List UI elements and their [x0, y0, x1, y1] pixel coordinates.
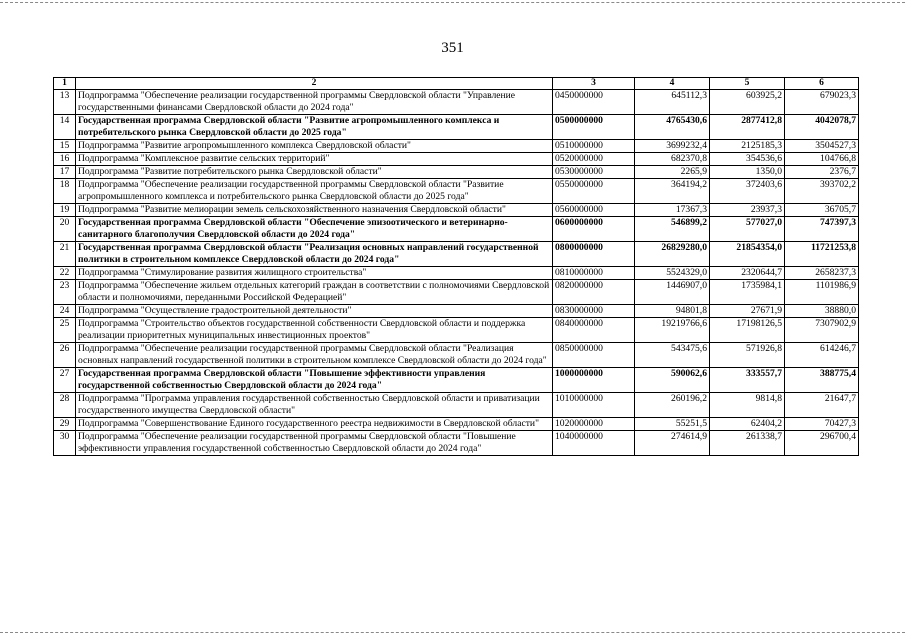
row-value-col4: 17367,3	[635, 204, 710, 217]
row-value-col5: 23937,3	[710, 204, 785, 217]
row-number: 21	[54, 242, 76, 267]
row-value-col6: 2376,7	[785, 166, 859, 179]
row-value-col6: 21647,7	[785, 393, 859, 418]
row-name: Подпрограмма "Развитие потребительского рынка Свердловской области"	[76, 166, 553, 179]
row-number: 19	[54, 204, 76, 217]
row-name: Государственная программа Свердловской области "Повышение эффективности управления государственной собственностью Свердловской области до 2024 года"	[76, 368, 553, 393]
header-cell: 3	[553, 78, 635, 90]
row-value-col4: 2265,9	[635, 166, 710, 179]
row-value-col6: 388775,4	[785, 368, 859, 393]
table-row	[54, 166, 859, 179]
row-number: 23	[54, 280, 76, 305]
header-cell: 1	[54, 78, 76, 90]
row-value-col5: 1350,0	[710, 166, 785, 179]
row-value-col4: 543475,6	[635, 343, 710, 368]
row-number: 17	[54, 166, 76, 179]
row-name: Подпрограмма "Развитие мелиорации земель сельскохозяйственного назначения Свердловской области"	[76, 204, 553, 217]
row-value-col5: 62404,2	[710, 418, 785, 431]
row-name: Подпрограмма "Осуществление градостроительной деятельности"	[76, 305, 553, 318]
row-value-col4: 4765430,6	[635, 115, 710, 140]
row-number: 25	[54, 318, 76, 343]
table-row	[54, 431, 859, 456]
row-value-col5: 261338,7	[710, 431, 785, 456]
row-value-col6: 11721253,8	[785, 242, 859, 267]
page-top-edge	[0, 2, 905, 3]
row-value-col6: 1101986,9	[785, 280, 859, 305]
row-value-col6: 36705,7	[785, 204, 859, 217]
row-value-col6: 679023,3	[785, 90, 859, 115]
row-number: 24	[54, 305, 76, 318]
row-value-col4: 682370,8	[635, 153, 710, 166]
row-code: 0850000000	[553, 343, 635, 368]
table-row	[54, 267, 859, 280]
row-code: 0820000000	[553, 280, 635, 305]
row-name: Подпрограмма "Программа управления государственной собственностью Свердловской области и приватизации государственного имущества Свердловской области"	[76, 393, 553, 418]
row-name: Подпрограмма "Совершенствование Единого государственного реестра недвижимости в Свердловской области"	[76, 418, 553, 431]
row-name: Подпрограмма "Стимулирование развития жилищного строительства"	[76, 267, 553, 280]
page-bottom-edge	[0, 632, 905, 633]
row-code: 0530000000	[553, 166, 635, 179]
row-value-col5: 333557,7	[710, 368, 785, 393]
row-number: 13	[54, 90, 76, 115]
row-value-col4: 3699232,4	[635, 140, 710, 153]
row-code: 0520000000	[553, 153, 635, 166]
table-row	[54, 153, 859, 166]
row-code: 0450000000	[553, 90, 635, 115]
row-value-col4: 364194,2	[635, 179, 710, 204]
table-row	[54, 140, 859, 153]
row-code: 0560000000	[553, 204, 635, 217]
row-value-col6: 38880,0	[785, 305, 859, 318]
row-value-col4: 94801,8	[635, 305, 710, 318]
row-code: 0500000000	[553, 115, 635, 140]
header-cell: 2	[76, 78, 553, 90]
row-code: 0800000000	[553, 242, 635, 267]
row-name: Подпрограмма "Обеспечение реализации государственной программы Свердловской области "Повышение эффективности управления государственной собственностью Свердловской области до 2024 года"	[76, 431, 553, 456]
row-value-col4: 26829280,0	[635, 242, 710, 267]
row-value-col6: 747397,3	[785, 217, 859, 242]
row-number: 27	[54, 368, 76, 393]
row-value-col4: 645112,3	[635, 90, 710, 115]
row-value-col6: 296700,4	[785, 431, 859, 456]
row-value-col6: 4042078,7	[785, 115, 859, 140]
row-code: 1040000000	[553, 431, 635, 456]
table-row	[54, 179, 859, 204]
table-row	[54, 217, 859, 242]
table-row	[54, 204, 859, 217]
row-value-col5: 27671,9	[710, 305, 785, 318]
row-code: 1000000000	[553, 368, 635, 393]
row-value-col5: 17198126,5	[710, 318, 785, 343]
row-name: Подпрограмма "Строительство объектов государственной собственности Свердловской области и поддержка реализации приоритетных муниципальных инвестиционных проектов"	[76, 318, 553, 343]
row-name: Подпрограмма "Комплексное развитие сельских территорий"	[76, 153, 553, 166]
table-row	[54, 280, 859, 305]
row-name: Подпрограмма "Обеспечение реализации государственной программы Свердловской области "Развитие агропромышленного комплекса и потребительского рынка Свердловской области до 2025 года"	[76, 179, 553, 204]
row-value-col6: 2658237,3	[785, 267, 859, 280]
row-value-col4: 260196,2	[635, 393, 710, 418]
table-row	[54, 305, 859, 318]
page-number: 351	[441, 40, 464, 56]
table-row	[54, 242, 859, 267]
row-code: 1010000000	[553, 393, 635, 418]
row-name: Государственная программа Свердловской области "Реализация основных направлений государственной политики в строительном комплексе Свердловской области до 2024 года"	[76, 242, 553, 267]
row-number: 16	[54, 153, 76, 166]
row-code: 0600000000	[553, 217, 635, 242]
row-number: 20	[54, 217, 76, 242]
row-name: Государственная программа Свердловской области "Обеспечение эпизоотического и ветеринарно-санитарного благополучия Свердловской области до 2024 года"	[76, 217, 553, 242]
row-name: Подпрограмма "Обеспечение реализации государственной программы Свердловской области "Управление государственными финансами Свердловской области до 2024 года"	[76, 90, 553, 115]
row-value-col5: 2877412,8	[710, 115, 785, 140]
row-number: 15	[54, 140, 76, 153]
row-number: 29	[54, 418, 76, 431]
row-value-col5: 603925,2	[710, 90, 785, 115]
table-row	[54, 318, 859, 343]
row-value-col4: 546899,2	[635, 217, 710, 242]
header-cell: 6	[785, 78, 859, 90]
row-number: 18	[54, 179, 76, 204]
row-code: 0550000000	[553, 179, 635, 204]
row-value-col5: 354536,6	[710, 153, 785, 166]
row-value-col6: 393702,2	[785, 179, 859, 204]
row-value-col6: 104766,8	[785, 153, 859, 166]
row-value-col4: 19219766,6	[635, 318, 710, 343]
row-code: 1020000000	[553, 418, 635, 431]
row-value-col5: 9814,8	[710, 393, 785, 418]
row-value-col6: 70427,3	[785, 418, 859, 431]
row-value-col5: 2320644,7	[710, 267, 785, 280]
row-value-col6: 3504527,3	[785, 140, 859, 153]
table-row	[54, 343, 859, 368]
row-number: 28	[54, 393, 76, 418]
row-value-col6: 7307902,9	[785, 318, 859, 343]
row-code: 0810000000	[553, 267, 635, 280]
table-row	[54, 368, 859, 393]
row-value-col5: 1735984,1	[710, 280, 785, 305]
row-value-col4: 1446907,0	[635, 280, 710, 305]
row-code: 0830000000	[553, 305, 635, 318]
row-name: Государственная программа Свердловской области "Развитие агропромышленного комплекса и потребительского рынка Свердловской области до 2025 года"	[76, 115, 553, 140]
row-code: 0510000000	[553, 140, 635, 153]
row-value-col4: 274614,9	[635, 431, 710, 456]
table-row	[54, 90, 859, 115]
row-value-col4: 55251,5	[635, 418, 710, 431]
table-header-row	[54, 78, 859, 90]
header-cell: 4	[635, 78, 710, 90]
budget-table	[53, 77, 859, 456]
row-value-col4: 5524329,0	[635, 267, 710, 280]
row-value-col5: 372403,6	[710, 179, 785, 204]
row-name: Подпрограмма "Обеспечение реализации государственной программы Свердловской области "Реализация основных направлений государственной политики в строительном комплексе Свердловской области до 2024 года"	[76, 343, 553, 368]
row-name: Подпрограмма "Развитие агропромышленного комплекса Свердловской области"	[76, 140, 553, 153]
header-cell: 5	[710, 78, 785, 90]
row-value-col5: 577027,0	[710, 217, 785, 242]
row-value-col6: 614246,7	[785, 343, 859, 368]
row-name: Подпрограмма "Обеспечение жильем отдельных категорий граждан в соответствии с полномочиями Свердловской области и полномочиями, переданными Российской Федерацией"	[76, 280, 553, 305]
table-row	[54, 115, 859, 140]
row-value-col5: 571926,8	[710, 343, 785, 368]
row-number: 14	[54, 115, 76, 140]
table-row	[54, 418, 859, 431]
table-row	[54, 393, 859, 418]
row-value-col4: 590062,6	[635, 368, 710, 393]
row-number: 26	[54, 343, 76, 368]
row-value-col5: 21854354,0	[710, 242, 785, 267]
row-number: 22	[54, 267, 76, 280]
row-value-col5: 2125185,3	[710, 140, 785, 153]
row-number: 30	[54, 431, 76, 456]
row-code: 0840000000	[553, 318, 635, 343]
